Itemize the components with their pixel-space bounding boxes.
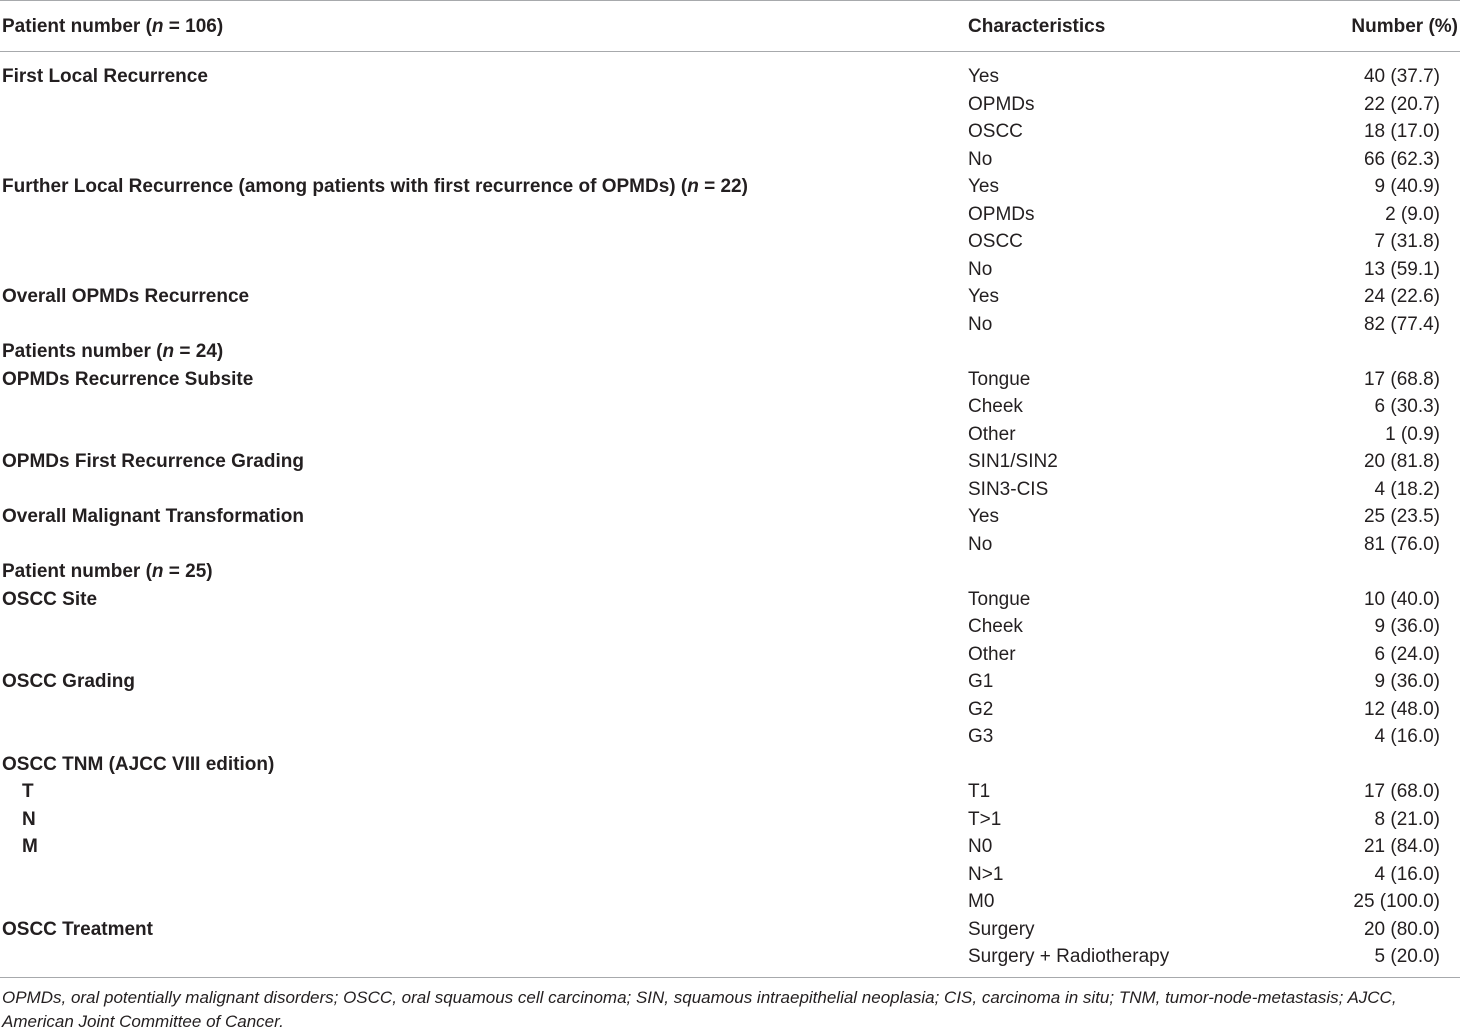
row-category-label: Overall OPMDs Recurrence [2, 286, 250, 307]
row-number-percent: 5 (20.0) [1374, 946, 1440, 967]
table-row [0, 531, 1460, 558]
table-row [0, 283, 1460, 310]
row-number-percent: 66 (62.3) [1363, 148, 1440, 170]
row-number-percent: 20 (80.0) [1363, 918, 1440, 940]
row-characteristic: No [968, 148, 993, 170]
row-number-percent: 22 (20.7) [1363, 93, 1440, 115]
table-row [0, 173, 1460, 200]
row-characteristic: No [968, 258, 993, 280]
table-row [0, 668, 1460, 695]
table-row [0, 586, 1460, 613]
row-number-percent: 21 (84.0) [1363, 836, 1440, 857]
table-row [0, 228, 1460, 255]
row-characteristic: OSCC [968, 231, 1023, 252]
row-category-label: OPMDs First Recurrence Grading [2, 451, 304, 472]
row-category-label: OSCC Treatment [2, 918, 153, 940]
table-row [0, 558, 1460, 585]
row-number-percent: 13 (59.1) [1363, 258, 1440, 280]
header-number-percent: Number (%) [1351, 16, 1458, 37]
table-row [0, 916, 1460, 943]
row-number-percent: 4 (18.2) [1374, 478, 1440, 500]
table-row [0, 91, 1460, 118]
table-row [0, 943, 1460, 970]
row-characteristic: No [968, 533, 993, 555]
row-category-label: Patient number (n = 25) [2, 561, 213, 582]
row-number-percent: 25 (100.0) [1353, 891, 1440, 912]
row-number-percent: 1 (0.9) [1385, 423, 1440, 445]
table-row [0, 696, 1460, 723]
row-characteristic: Tongue [968, 368, 1031, 390]
table-row [0, 338, 1460, 365]
row-number-percent: 82 (77.4) [1363, 313, 1440, 335]
table-row [0, 118, 1460, 145]
row-number-percent: 7 (31.8) [1374, 231, 1440, 252]
table-row [0, 311, 1460, 338]
table-row [0, 613, 1460, 640]
row-characteristic: G2 [968, 698, 994, 720]
table-row [0, 503, 1460, 530]
row-number-percent: 9 (40.9) [1374, 176, 1440, 197]
row-characteristic: Surgery [968, 918, 1035, 940]
row-characteristic: M0 [968, 891, 995, 912]
row-number-percent: 25 (23.5) [1363, 506, 1440, 527]
row-characteristic: Surgery + Radiotherapy [968, 946, 1170, 967]
row-characteristic: G1 [968, 671, 994, 692]
table-row [0, 723, 1460, 750]
row-category-label: OSCC TNM (AJCC VIII edition) [2, 753, 275, 775]
table-header-row [0, 13, 1460, 40]
row-characteristic: Other [968, 423, 1016, 445]
table-row [0, 63, 1460, 90]
table-row [0, 888, 1460, 915]
row-number-percent: 6 (30.3) [1374, 396, 1440, 417]
row-category-label: OPMDs Recurrence Subsite [2, 368, 254, 390]
row-number-percent: 40 (37.7) [1363, 66, 1440, 87]
row-characteristic: Tongue [968, 588, 1031, 610]
row-characteristic: SIN3-CIS [968, 478, 1049, 500]
table-row [0, 256, 1460, 283]
row-number-percent: 6 (24.0) [1374, 643, 1440, 665]
row-number-percent: 9 (36.0) [1374, 671, 1440, 692]
row-characteristic: OPMDs [968, 203, 1035, 225]
row-category-label: T [22, 781, 34, 802]
table-row [0, 421, 1460, 448]
row-number-percent: 10 (40.0) [1363, 588, 1440, 610]
row-category-label: OSCC Grading [2, 671, 136, 692]
table-footnote: OPMDs, oral potentially malignant disorders; OSCC, oral squamous cell carcinoma; SIN, squamous intraepithelial neoplasia; CIS, carcinoma in situ; TNM, tumor-node-metastasis; AJCC, American Joint Committee of Cancer. [2, 988, 1397, 1031]
row-characteristic: OSCC [968, 121, 1023, 142]
table-row [0, 366, 1460, 393]
table-row [0, 201, 1460, 228]
header-patient-number: Patient number (n = 106) [2, 16, 224, 37]
table-row [0, 806, 1460, 833]
table-row [0, 641, 1460, 668]
row-number-percent: 17 (68.0) [1363, 781, 1440, 802]
table-row [0, 861, 1460, 888]
row-characteristic: Cheek [968, 396, 1023, 417]
row-category-label: M [22, 836, 38, 857]
top-rule [0, 0, 1460, 1]
table-row [0, 833, 1460, 860]
row-characteristic: Cheek [968, 616, 1023, 637]
row-characteristic: G3 [968, 726, 994, 747]
row-category-label: N [22, 808, 36, 830]
row-number-percent: 9 (36.0) [1374, 616, 1440, 637]
row-number-percent: 4 (16.0) [1374, 726, 1440, 747]
row-category-label: Overall Malignant Transformation [2, 506, 304, 527]
row-category-label: Patients number (n = 24) [2, 341, 224, 362]
table-row [0, 751, 1460, 778]
row-characteristic: No [968, 313, 993, 335]
header-rule [0, 51, 1460, 52]
row-characteristic: T>1 [968, 808, 1002, 830]
header-characteristics: Characteristics [968, 16, 1106, 37]
bottom-rule [0, 977, 1460, 978]
row-number-percent: 12 (48.0) [1363, 698, 1440, 720]
table-row [0, 476, 1460, 503]
row-characteristic: Yes [968, 66, 999, 87]
row-number-percent: 81 (76.0) [1363, 533, 1440, 555]
row-category-label: Further Local Recurrence (among patients with first recurrence of OPMDs) (n = 22) [2, 176, 748, 197]
row-category-label: OSCC Site [2, 588, 98, 610]
row-characteristic: Yes [968, 506, 999, 527]
row-characteristic: SIN1/SIN2 [968, 451, 1058, 472]
table-row [0, 778, 1460, 805]
row-number-percent: 20 (81.8) [1363, 451, 1440, 472]
row-number-percent: 17 (68.8) [1363, 368, 1440, 390]
row-characteristic: Yes [968, 176, 999, 197]
row-characteristic: Other [968, 643, 1016, 665]
table-row [0, 448, 1460, 475]
row-characteristic: T1 [968, 781, 991, 802]
table-row [0, 146, 1460, 173]
table-row [0, 393, 1460, 420]
row-characteristic: N0 [968, 836, 993, 857]
row-category-label: First Local Recurrence [2, 66, 208, 87]
row-number-percent: 24 (22.6) [1363, 286, 1440, 307]
row-number-percent: 18 (17.0) [1363, 121, 1440, 142]
row-characteristic: OPMDs [968, 93, 1035, 115]
row-characteristic: Yes [968, 286, 999, 307]
row-number-percent: 2 (9.0) [1385, 203, 1440, 225]
row-number-percent: 8 (21.0) [1374, 808, 1440, 830]
row-number-percent: 4 (16.0) [1374, 863, 1440, 885]
row-characteristic: N>1 [968, 863, 1004, 885]
